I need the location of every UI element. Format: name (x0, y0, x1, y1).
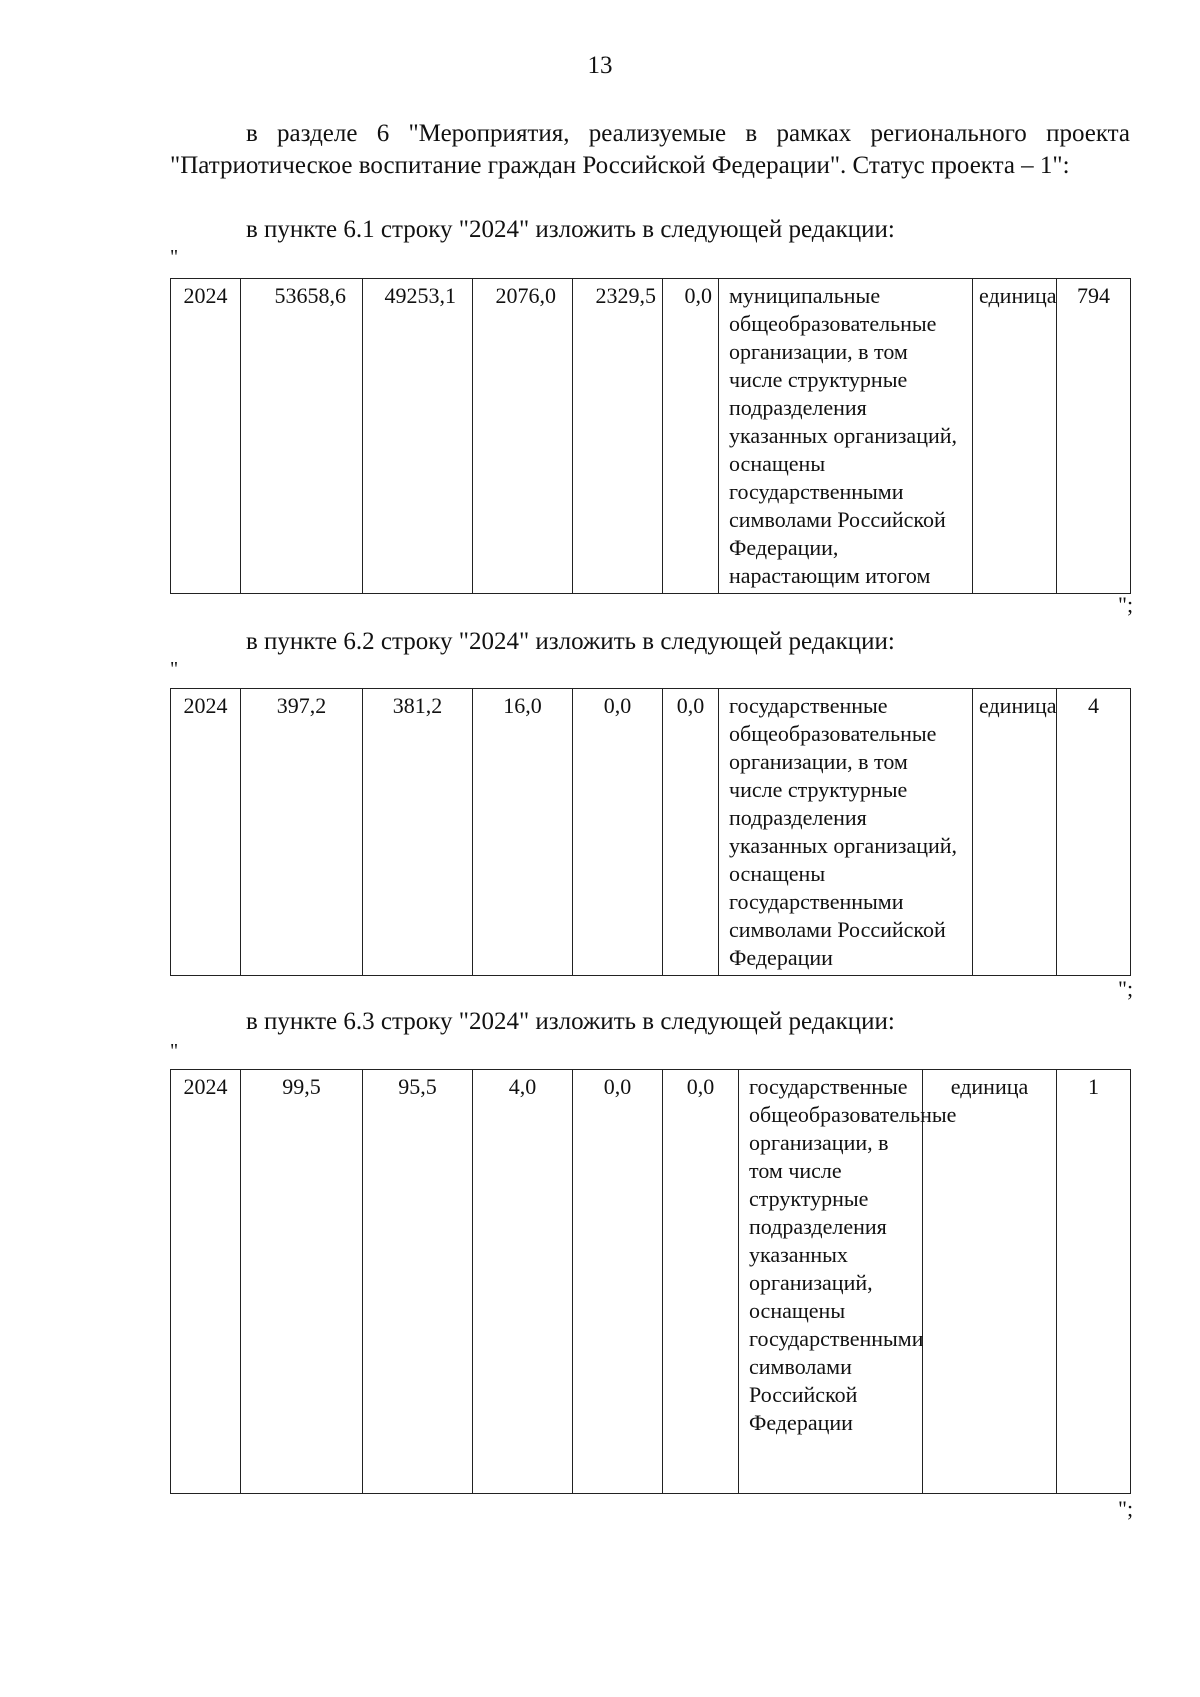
table-row (171, 689, 1131, 976)
value-cell: 95,5 (363, 1070, 473, 1494)
quantity-cell: 1 (1057, 1070, 1131, 1494)
unit-cell: единица (973, 689, 1057, 976)
section-6-2-close-quote: "; (1118, 976, 1134, 1001)
value-cell: 2329,5 (573, 279, 663, 594)
section-6-3-lead: в пункте 6.3 строку "2024" изложить в следующей редакции: (246, 1008, 895, 1035)
description-cell: государственные общеобразовательные организации, в том числе структурные подразделения указанных организаций, оснащены государственными символами Российской Федерации (739, 1070, 923, 1494)
page-number: 13 (587, 52, 613, 79)
section-6-1-open-quote: " (170, 246, 179, 268)
value-cell: 0,0 (573, 1070, 663, 1494)
value-cell: 0,0 (663, 279, 719, 594)
value-cell: 16,0 (473, 689, 573, 976)
unit-cell: единица (923, 1070, 1057, 1494)
value-cell: 397,2 (241, 689, 363, 976)
section-6-2-open-quote: " (170, 658, 179, 680)
value-cell: 53658,6 (241, 279, 363, 594)
value-cell: 4,0 (473, 1070, 573, 1494)
quantity-cell: 794 (1057, 279, 1131, 594)
table-row (171, 279, 1131, 594)
section-6-3-close-quote: "; (1118, 1496, 1134, 1521)
section-6-1-close-quote: "; (1118, 592, 1134, 617)
section-6-3-table (170, 1069, 1131, 1494)
description-cell: муниципальные общеобразовательные организации, в том числе структурные подразделения указанных организаций, оснащены государственными символами Российской Федерации, нарастающим итогом (719, 279, 973, 594)
section-6-1-lead: в пункте 6.1 строку "2024" изложить в следующей редакции: (246, 216, 895, 243)
intro-text: в разделе 6 "Мероприятия, реализуемые в рамках регионального проекта "Патриотическое воспитание граждан Российской Федерации". Статус проекта – 1": (170, 120, 1130, 179)
value-cell: 99,5 (241, 1070, 363, 1494)
value-cell: 0,0 (573, 689, 663, 976)
section-6-2-lead: в пункте 6.2 строку "2024" изложить в следующей редакции: (246, 628, 895, 655)
description-cell: государственные общеобразовательные организации, в том числе структурные подразделения указанных организаций, оснащены государственными символами Российской Федерации (719, 689, 973, 976)
value-cell: 2076,0 (473, 279, 573, 594)
section-6-1-table (170, 278, 1131, 594)
value-cell: 0,0 (663, 1070, 739, 1494)
value-cell: 49253,1 (363, 279, 473, 594)
table-row (171, 1070, 1131, 1494)
value-cell: 381,2 (363, 689, 473, 976)
quantity-cell: 4 (1057, 689, 1131, 976)
year-cell: 2024 (171, 689, 241, 976)
year-cell: 2024 (171, 279, 241, 594)
value-cell: 0,0 (663, 689, 719, 976)
section-6-3-open-quote: " (170, 1040, 179, 1062)
unit-cell: единица (973, 279, 1057, 594)
year-cell: 2024 (171, 1070, 241, 1494)
intro-paragraph (170, 118, 1130, 182)
section-6-2-table (170, 688, 1131, 976)
